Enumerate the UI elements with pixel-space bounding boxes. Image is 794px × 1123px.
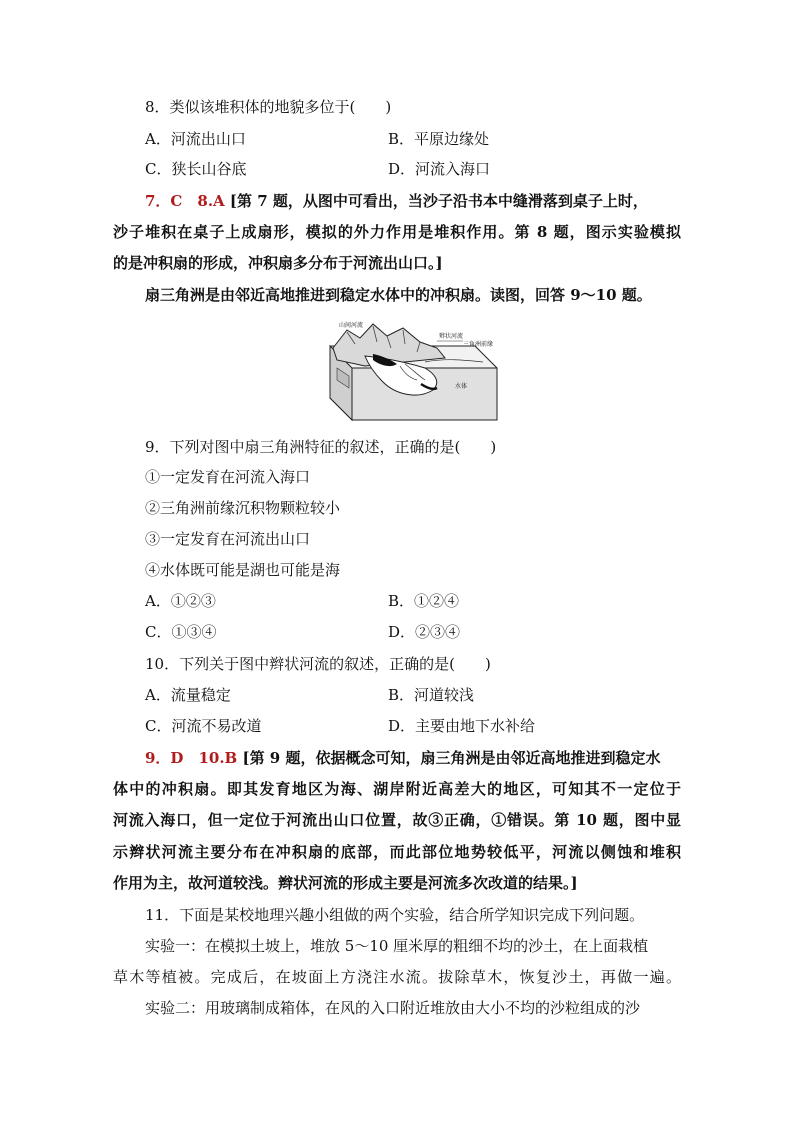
q9-statement-3: ③一定发育在河流出山口 (145, 530, 311, 548)
q9-option-d: D．②③④ (388, 623, 461, 641)
q9-statement-1: ①一定发育在河流入海口 (145, 468, 311, 486)
label-delta-front: 三角洲前缘 (463, 341, 494, 348)
q10-option-b: B．河道较浅 (388, 686, 475, 704)
answer-key-9-10: 9．D 10.B (145, 749, 238, 767)
q9-option-c: C．①③④ (145, 623, 217, 641)
answer-key-7-8: 7．C 8.A (145, 192, 225, 210)
q11-stem: 11．下面是某校地理兴趣小组做的两个实验，结合所学知识完成下列问题。 (145, 906, 645, 924)
label-water-body: 水体 (455, 383, 468, 390)
q9-stem: 9．下列对图中扇三角洲特征的叙述，正确的是( ) (145, 438, 497, 456)
q9-statement-2: ②三角洲前缘沉积物颗粒较小 (145, 499, 341, 517)
label-braided-river: 辫状河流 (439, 333, 464, 340)
q8-option-b: B．平原边缘处 (388, 130, 490, 148)
q10-option-c: C．河流不易改道 (145, 717, 262, 735)
answer-7-8-line-2: 沙子堆积在桌子上成扇形，模拟的外力作用是堆积作用。第 8 题，图示实验模拟 (113, 223, 681, 241)
q8-option-a: A．河流出山口 (145, 130, 246, 148)
fan-delta-figure (325, 318, 500, 428)
label-mountain-river: 山间河流 (339, 322, 364, 329)
answer-9-10-line-5: 作用为主，故河道较浅。辫状河流的形成主要是河流多次改道的结果。] (113, 874, 578, 892)
answer-7-8-text-1: [第 7 题，从图中可看出，当沙子沿书本中缝滑落到桌子上时， (229, 192, 648, 210)
q11-experiment-1-line-1: 实验一：在模拟土坡上，堆放 5～10 厘米厚的粗细不均的沙土，在上面栽植 (145, 937, 649, 955)
answer-7-8-line-3: 的是冲积扇的形成，冲积扇多分布于河流出山口。] (113, 254, 443, 272)
q11-experiment-2-line-1: 实验二：用玻璃制成箱体，在风的入口附近堆放由大小不均的沙粒组成的沙 (145, 999, 641, 1017)
answer-9-10-text-1: [第 9 题，依据概念可知，扇三角洲是由邻近高地推进到稳定水 (242, 749, 661, 767)
q10-stem: 10．下列关于图中辫状河流的叙述，正确的是( ) (145, 655, 491, 673)
q8-option-c: C．狭长山谷底 (145, 160, 247, 178)
q9-statement-4: ④水体既可能是湖也可能是海 (145, 561, 341, 579)
q8-stem: 8．类似该堆积体的地貌多位于( ) (145, 98, 392, 116)
q8-option-d: D．河流入海口 (388, 160, 491, 178)
answer-9-10-line-2: 体中的冲积扇。即其发育地区为海、湖岸附近高差大的地区，可知其不一定位于 (113, 780, 681, 798)
q10-option-a: A．流量稳定 (145, 686, 231, 704)
answer-9-10-line-3: 河流入海口，但一定位于河流出山口位置，故③正确，①错误。第 10 题，图中显 (113, 811, 681, 829)
q10-option-d: D．主要由地下水补给 (388, 717, 536, 735)
answer-7-8-line-1 (145, 191, 648, 211)
q11-experiment-1-line-2: 草木等植被。完成后，在坡面上方浇注水流。拔除草木，恢复沙土，再做一遍。 (113, 968, 681, 986)
answer-9-10-line-1 (145, 748, 660, 768)
answer-9-10-line-4: 示辫状河流主要分布在冲积扇的底部，而此部位地势较低平，河流以侧蚀和堆积 (113, 843, 681, 861)
q9-option-b: B．①②④ (388, 592, 460, 610)
q9-option-a: A．①②③ (145, 592, 216, 610)
intro-9-10: 扇三角洲是由邻近高地推进到稳定水体中的冲积扇。读图，回答 9～10 题。 (145, 286, 652, 304)
